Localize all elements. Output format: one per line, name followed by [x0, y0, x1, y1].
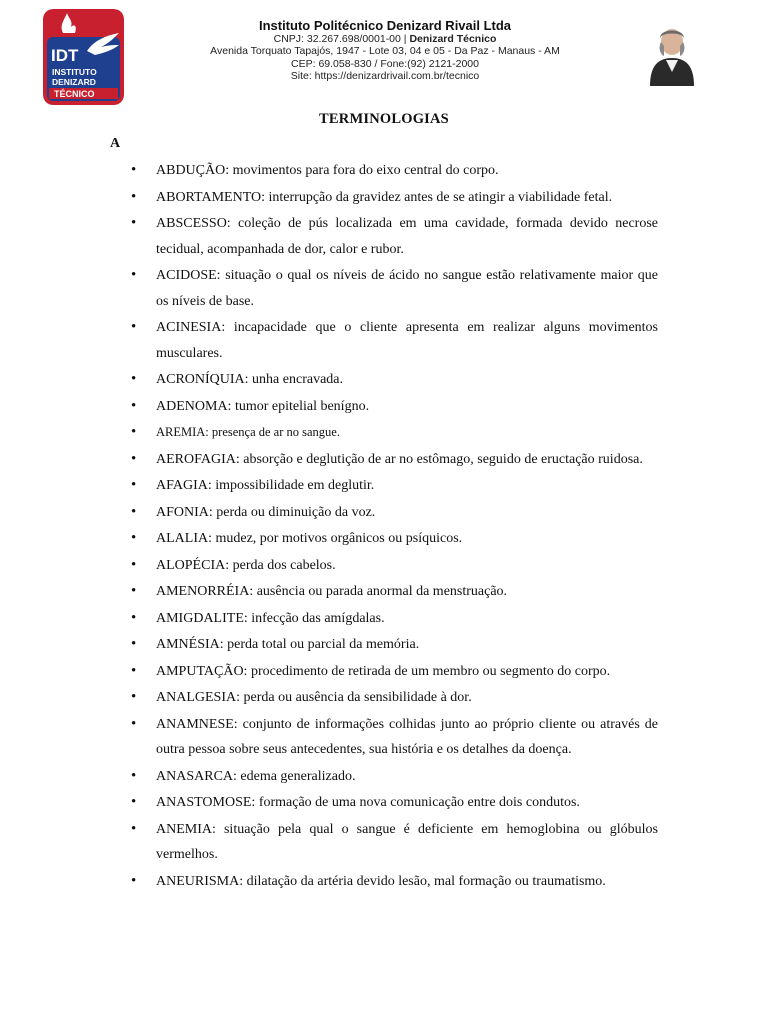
- list-item: [130, 632, 658, 658]
- entry-text: AFAGIA: impossibilidade em deglutir.: [156, 478, 375, 493]
- section-letter: A: [110, 136, 121, 151]
- entry-text: ALALIA: mudez, por motivos orgânicos ou psíquicos.: [156, 531, 463, 546]
- list-item: [130, 420, 658, 446]
- logo-graphic: [43, 9, 124, 105]
- address: Avenida Torquato Tapajós, 1947 - Lote 03, 04 e 05 - Da Paz - Manaus - AM: [210, 45, 560, 58]
- list-item: [130, 817, 658, 868]
- unit-name: Denizard Técnico: [409, 33, 497, 45]
- entry-text: ACRONÍQUIA: unha encravada.: [156, 372, 343, 387]
- list-item: [130, 473, 658, 499]
- entry-text: ANEURISMA: dilatação da artéria devido lesão, mal formação ou traumatismo.: [156, 873, 606, 889]
- website: Site: https://denizardrivail.com.br/tecnico: [290, 70, 480, 83]
- list-item: [130, 158, 658, 184]
- entry-text: ACIDOSE: situação o qual os níveis de ácido no sangue estão relativamente maior que os níveis de base.: [156, 268, 658, 309]
- entry-text: ANAMNESE: conjunto de informações colhidas junto ao próprio cliente ou através de outra pessoa sobre seus antecedentes, sua história e os detalhes da doença.: [156, 716, 658, 757]
- entry-text: AMNÉSIA: perda total ou parcial da memória.: [156, 637, 420, 652]
- list-item: [130, 553, 658, 579]
- entry-text: ABSCESSO: coleção de pús localizada em uma cavidade, formada devido necrose tecidual, acompanhada de dor, calor e rubor.: [156, 216, 658, 257]
- portrait-graphic: [644, 20, 700, 86]
- entry-text: ACINESIA: incapacidade que o cliente apresenta em realizar alguns movimentos musculares.: [156, 320, 658, 361]
- logo-text-idt: IDT: [51, 46, 79, 65]
- list-item: [130, 263, 658, 314]
- list-item: [130, 790, 658, 816]
- entry-text: ABORTAMENTO: interrupção da gravidez antes de se atingir a viabilidade fetal.: [156, 189, 613, 205]
- list-item: [130, 500, 658, 526]
- list-item: [130, 447, 658, 473]
- cnpj-line: CNPJ: 32.267.698/0001-00 | Denizard Técnico: [273, 33, 497, 45]
- list-item: [130, 659, 658, 685]
- list-item: [130, 185, 658, 211]
- list-item: [130, 869, 658, 895]
- list-item: [130, 579, 658, 605]
- cep-phone: CEP: 69.058-830 / Fone:(92) 2121-2000: [291, 57, 479, 70]
- list-item: [130, 211, 658, 262]
- list-item: [130, 606, 658, 632]
- logo-text-tecnico: TÉCNICO: [54, 89, 95, 99]
- list-item: [130, 685, 658, 711]
- entry-text: AMPUTAÇÃO: procedimento de retirada de um membro ou segmento do corpo.: [156, 663, 611, 679]
- list-item: [130, 315, 658, 366]
- page-title: TERMINOLOGIAS: [319, 111, 449, 127]
- list-item: [130, 526, 658, 552]
- terminology-list: [130, 158, 658, 895]
- entry-text: AFONIA: perda ou diminuição da voz.: [156, 504, 376, 520]
- institute-logo: [43, 9, 124, 105]
- list-item: [130, 764, 658, 790]
- entry-text: AEROFAGIA: absorção e deglutição de ar no estômago, seguido de eructação ruidosa.: [156, 451, 643, 467]
- list-item: [130, 712, 658, 763]
- entry-text: AMENORRÉIA: ausência ou parada anormal da menstruação.: [156, 584, 508, 599]
- founder-portrait: [644, 20, 700, 86]
- cnpj: CNPJ: 32.267.698/0001-00: [273, 33, 401, 45]
- entry-text: ANEMIA: situação pela qual o sangue é deficiente em hemoglobina ou glóbulos vermelhos.: [156, 821, 658, 862]
- list-item: [130, 367, 658, 393]
- entry-text: ALOPÉCIA: perda dos cabelos.: [156, 557, 336, 573]
- entry-text: ANASARCA: edema generalizado.: [156, 768, 356, 784]
- list-item: [130, 394, 658, 420]
- entry-text: ANASTOMOSE: formação de uma nova comunicação entre dois condutos.: [156, 795, 580, 810]
- entry-text: ANALGESIA: perda ou ausência da sensibilidade à dor.: [156, 690, 472, 705]
- letterhead: [205, 18, 565, 83]
- institution-name: Instituto Politécnico Denizard Rivail Ltda: [258, 18, 512, 33]
- entry-text: AREMIA: presença de ar no sangue.: [156, 425, 340, 439]
- entry-text: ADENOMA: tumor epitelial benígno.: [156, 398, 370, 414]
- logo-text-instituto: INSTITUTO: [52, 67, 97, 77]
- entry-text: ABDUÇÃO: movimentos para fora do eixo central do corpo.: [156, 163, 499, 178]
- logo-text-denizard: DENIZARD: [52, 77, 96, 87]
- entry-text: AMIGDALITE: infecção das amígdalas.: [156, 610, 385, 626]
